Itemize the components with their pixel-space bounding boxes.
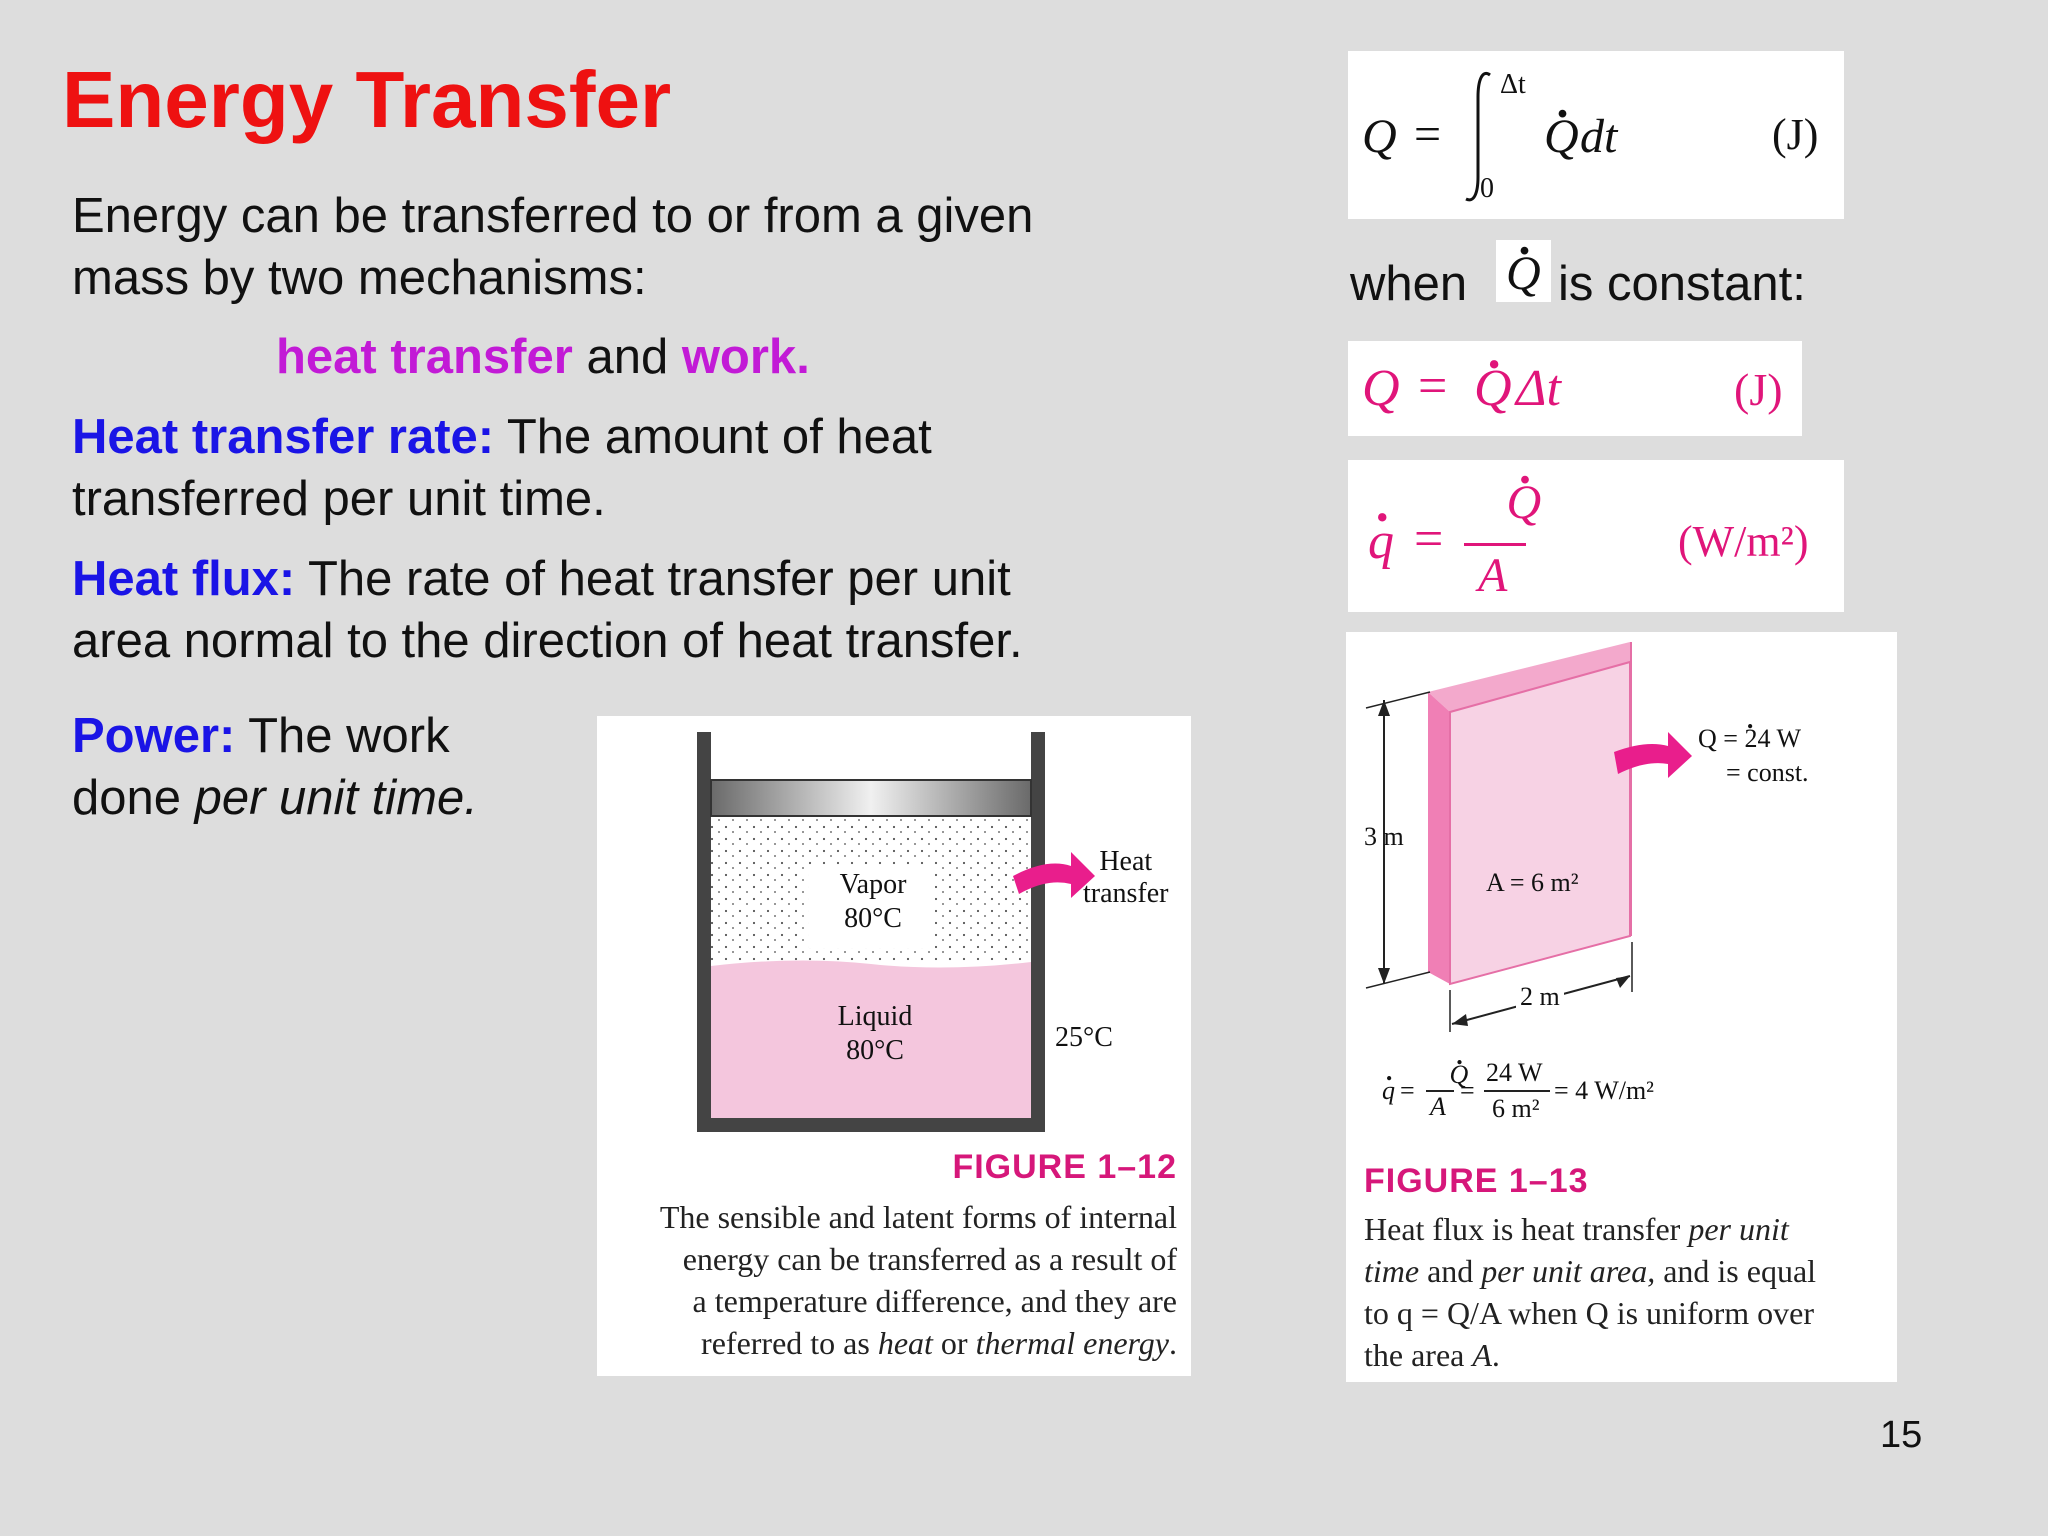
constant-text: is constant:: [1558, 257, 1806, 311]
vapor-label: Vapor: [839, 869, 907, 900]
fig13-cap-4c: .: [1491, 1337, 1500, 1373]
calc-den-1: A: [1430, 1092, 1446, 1121]
calc-den-2: 6 m²: [1492, 1094, 1540, 1123]
mechanism-and: and: [572, 330, 682, 384]
calc-eq-2: =: [1460, 1076, 1475, 1105]
const-label: = const.: [1726, 758, 1809, 787]
product-delta-t: Δt: [1516, 360, 1561, 417]
flux-denominator: A: [1478, 549, 1508, 602]
fig12-cap-4c: or: [932, 1325, 976, 1361]
product-equation-box: [1348, 341, 1802, 436]
fig13-cap-4b: A: [1472, 1337, 1492, 1373]
integral-lhs: Q: [1362, 110, 1397, 163]
when-text: when: [1350, 257, 1468, 311]
fig12-cap-4b: heat: [877, 1325, 933, 1361]
area-label: A = 6 m²: [1486, 868, 1579, 897]
mechanism-period: .: [796, 330, 810, 384]
fig13-cap-3: to q = Q/A when Q is uniform over: [1364, 1295, 1814, 1331]
rate-definition: [72, 406, 1092, 530]
integral-unit: (J): [1772, 110, 1819, 159]
rate-def-1: The amount of heat: [494, 410, 932, 464]
piston-cylinder-diagram: [597, 716, 1191, 1156]
calc-result: = 4 W/m²: [1554, 1076, 1654, 1105]
calc-eq-1: =: [1400, 1076, 1415, 1105]
power-term: Power:: [72, 709, 236, 763]
product-lhs: Q: [1362, 360, 1400, 417]
q-const-label: [1698, 722, 1809, 790]
vapor-temp: 80°C: [844, 903, 902, 934]
flux-definition: [72, 548, 1112, 672]
intro-line-1: Energy can be transferred to or from a given: [72, 189, 1034, 243]
flux-numerator: . Q: [1506, 475, 1541, 530]
figure-1-13-caption: [1364, 1208, 1884, 1376]
liquid-label: Liquid: [837, 1001, 913, 1032]
intro-line-2: mass by two mechanisms:: [72, 251, 647, 305]
fig13-cap-4a: the area: [1364, 1337, 1473, 1373]
flux-calc-equation: [1382, 1052, 1712, 1132]
rate-term: Heat transfer rate:: [72, 410, 495, 464]
integral-dt: dt: [1580, 110, 1618, 163]
ambient-temp: 25°C: [1055, 1022, 1113, 1053]
mechanism-work: work: [681, 330, 797, 384]
fig12-cap-line-1: The sensible and latent forms of internal: [659, 1199, 1177, 1235]
integral-equals: =: [1414, 108, 1442, 161]
power-def-1: The work: [235, 709, 450, 763]
figure-1-12: [597, 716, 1191, 1376]
qdot-symbol-box: [1496, 240, 1551, 302]
mechanism-heat: heat transfer: [276, 330, 573, 384]
intro-paragraph: [72, 185, 1092, 309]
figure-1-12-title: FIGURE 1–12: [952, 1148, 1177, 1186]
product-equals: =: [1418, 358, 1448, 415]
calc-bar-2: [1484, 1090, 1550, 1092]
calc-num-2: 24 W: [1486, 1058, 1543, 1087]
when-constant-line: [1350, 253, 1467, 315]
figure-1-12-caption: [597, 1196, 1177, 1364]
slide-title: Energy Transfer: [62, 55, 672, 144]
flux-def-2: area normal to the direction of heat transfer.: [72, 614, 1023, 668]
calc-num-1: . Q: [1450, 1060, 1469, 1090]
fig12-cap-line-3: a temperature difference, and they are: [692, 1283, 1177, 1319]
flux-term: Heat flux:: [72, 552, 296, 606]
fig13-cap-1a: Heat flux is heat transfer: [1364, 1211, 1689, 1247]
flux-unit: (W/m²): [1678, 517, 1809, 566]
liquid-label-block: [827, 1000, 923, 1068]
heat-flux-plate-diagram: [1346, 632, 1897, 1032]
integral-equation-box: [1348, 51, 1844, 219]
flux-equals: =: [1414, 511, 1444, 568]
product-unit: (J): [1734, 364, 1783, 415]
integral-lower-limit: 0: [1480, 173, 1494, 204]
fig13-cap-2a: time: [1364, 1253, 1420, 1289]
fig13-cap-2b: and: [1419, 1253, 1482, 1289]
when-qdot: . Q: [1506, 246, 1541, 301]
flux-fraction-bar: [1464, 543, 1526, 546]
heat-label-2: transfer: [1083, 878, 1169, 909]
power-def-2b: per unit time.: [194, 771, 478, 825]
fig12-cap-4e: .: [1169, 1325, 1177, 1361]
figure-1-13: [1346, 632, 1897, 1382]
liquid-temp: 80°C: [846, 1035, 904, 1066]
integral-qdot: . Q: [1544, 109, 1579, 164]
fig12-cap-4a: referred to as: [701, 1325, 878, 1361]
vapor-label-block: [837, 868, 909, 936]
product-qdot: . Q: [1474, 359, 1512, 418]
fig12-cap-4d: thermal energy: [975, 1325, 1169, 1361]
fig13-cap-2d: and is equal: [1655, 1253, 1817, 1289]
width-label: 2 m: [1516, 982, 1564, 1012]
rate-def-2: transferred per unit time.: [72, 472, 606, 526]
flux-lhs: . q: [1368, 512, 1394, 571]
heat-label-1: Heat: [1099, 846, 1153, 877]
fig13-cap-2c: per unit area,: [1481, 1253, 1656, 1289]
q-24w-label: . Q = 24 W: [1698, 722, 1801, 756]
calc-q: . q: [1382, 1076, 1395, 1106]
integral-upper-limit: Δt: [1500, 69, 1526, 100]
fig12-cap-line-2: energy can be transferred as a result of: [682, 1241, 1177, 1277]
mechanisms-line: [276, 326, 810, 388]
power-definition: [72, 705, 572, 829]
height-label: 3 m: [1364, 822, 1404, 851]
power-def-2a: done: [72, 771, 195, 825]
fig13-cap-1b: per unit: [1688, 1211, 1789, 1247]
page-number: 15: [1880, 1414, 1923, 1456]
flux-def-1: The rate of heat transfer per unit: [295, 552, 1011, 606]
figure-1-13-title: FIGURE 1–13: [1364, 1162, 1589, 1200]
heat-transfer-label: [1083, 846, 1169, 910]
flux-equation-box: [1348, 460, 1844, 612]
